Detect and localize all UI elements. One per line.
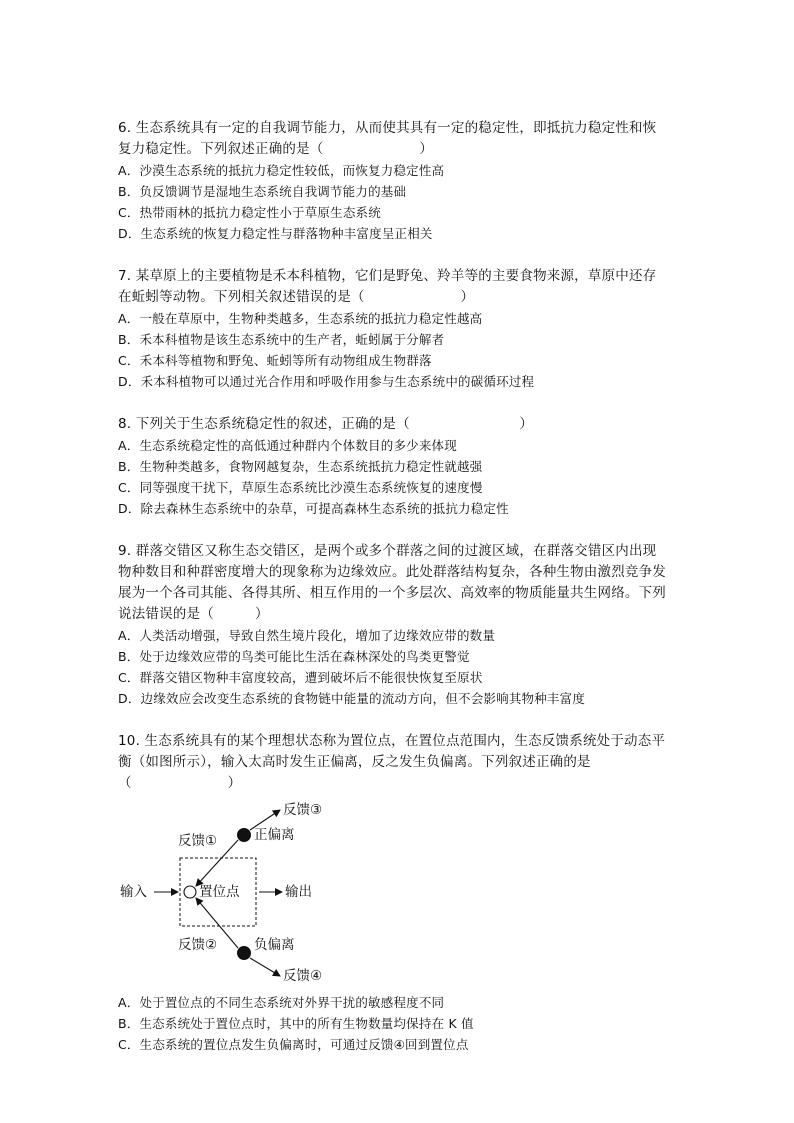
- option-c: C．同等强度干扰下，草原生态系统比沙漠生态系统恢复的速度慢: [118, 480, 483, 495]
- negative-deviation-label: 负偏离: [254, 937, 295, 953]
- setpoint-feedback-diagram: [118, 798, 378, 988]
- option-a: A．生态系统稳定性的高低通过种群内个体数目的多少来体现: [118, 438, 457, 453]
- option-c: C．热带雨林的抵抗力稳定性小于草原生态系统: [118, 205, 381, 220]
- feedback-2-label: 反馈②: [178, 937, 218, 953]
- option-b: B．生态系统处于置位点时，其中的所有生物数量均保持在 K 值: [118, 1016, 474, 1031]
- question-stem-line: （ ）: [118, 775, 242, 791]
- question-10: [118, 731, 688, 1055]
- setpoint-label: 置位点: [199, 884, 240, 900]
- question-stem-line: 说法错误的是（ ）: [118, 606, 269, 622]
- option-b: B．负反馈调节是湿地生态系统自我调节能力的基础: [118, 184, 407, 199]
- diagram-graphics: [118, 798, 378, 988]
- question-stem-line: 7. 某草原上的主要植物是禾本科植物，它们是野兔、羚羊等的主要食物来源，草原中还存: [118, 268, 657, 284]
- option-d: D．除去森林生态系统中的杂草，可提高森林生态系统的抵抗力稳定性: [118, 501, 509, 516]
- question-stem-line: 物种数目和种群密度增大的现象称为边缘效应。此处群落结构复杂，各种生物由激烈竞争发: [118, 564, 666, 580]
- option-a: A．沙漠生态系统的抵抗力稳定性较低，而恢复力稳定性高: [118, 163, 445, 178]
- option-a: A．处于置位点的不同生态系统对外界干扰的敏感程度不同: [118, 995, 445, 1010]
- option-b: B．禾本科植物是该生态系统中的生产者，蚯蚓属于分解者: [118, 332, 445, 347]
- feedback-4-arrow: [250, 958, 280, 976]
- feedback-3-label: 反馈③: [283, 802, 323, 818]
- question-6: [118, 118, 688, 244]
- question-stem-line: 6. 生态系统具有一定的自我调节能力，从而使其具有一定的稳定性，即抵抗力稳定性和恢: [118, 120, 657, 136]
- question-stem-line: 9. 群落交错区又称生态交错区，是两个或多个群落之间的过渡区域，在群落交错区内出现: [118, 543, 657, 559]
- input-label: 输入: [120, 884, 147, 900]
- option-b: B．生物种类越多，食物网越复杂，生态系统抵抗力稳定性就越强: [118, 459, 483, 474]
- feedback-1-label: 反馈①: [178, 833, 218, 849]
- option-a: A．一般在草原中，生物种类越多，生态系统的抵抗力稳定性越高: [118, 311, 483, 326]
- feedback-4-label: 反馈④: [283, 968, 323, 984]
- question-stem-line: 复力稳定性。下列叙述正确的是（ ）: [118, 141, 434, 157]
- positive-deviation-label: 正偏离: [254, 827, 295, 843]
- option-c: C．禾本科等植物和野兔、蚯蚓等所有动物组成生物群落: [118, 353, 432, 368]
- positive-deviation-dot: [237, 828, 251, 842]
- negative-deviation-dot: [237, 946, 251, 960]
- option-b: B．处于边缘效应带的鸟类可能比生活在森林深处的鸟类更警觉: [118, 649, 470, 664]
- option-c: C．生态系统的置位点发生负偏离时，可通过反馈④回到置位点: [118, 1037, 469, 1052]
- option-d: D．禾本科植物可以通过光合作用和呼吸作用参与生态系统中的碳循环过程: [118, 374, 535, 389]
- option-a: A．人类活动增强，导致自然生境片段化，增加了边缘效应带的数量: [118, 628, 496, 643]
- question-stem-line: 在蚯蚓等动物。下列相关叙述错误的是（ ）: [118, 289, 475, 305]
- question-stem-line: 衡（如图所示），输入太高时发生正偏离，反之发生负偏离。下列叙述正确的是: [118, 754, 591, 770]
- option-d: D．边缘效应会改变生态系统的食物链中能量的流动方向，但不会影响其物种丰富度: [118, 691, 586, 706]
- question-9: [118, 541, 688, 709]
- option-d: D．生态系统的恢复力稳定性与群落物种丰富度呈正相关: [118, 226, 433, 241]
- exam-page: [118, 118, 688, 1077]
- setpoint-circle: [184, 886, 196, 898]
- output-label: 输出: [285, 884, 312, 900]
- question-stem-line: 10. 生态系统具有的某个理想状态称为置位点，在置位点范围内，生态反馈系统处于动态平: [118, 733, 666, 749]
- question-stem-line: 展为一个各司其能、各得其所、相互作用的一个多层次、高效率的物质能量共生网络。下列: [118, 585, 666, 601]
- question-8: [118, 414, 688, 519]
- question-7: [118, 266, 688, 392]
- question-stem-line: 8. 下列关于生态系统稳定性的叙述，正确的是（ ）: [118, 416, 534, 432]
- option-c: C．群落交错区物种丰富度较高，遭到破坏后不能很快恢复至原状: [118, 670, 483, 685]
